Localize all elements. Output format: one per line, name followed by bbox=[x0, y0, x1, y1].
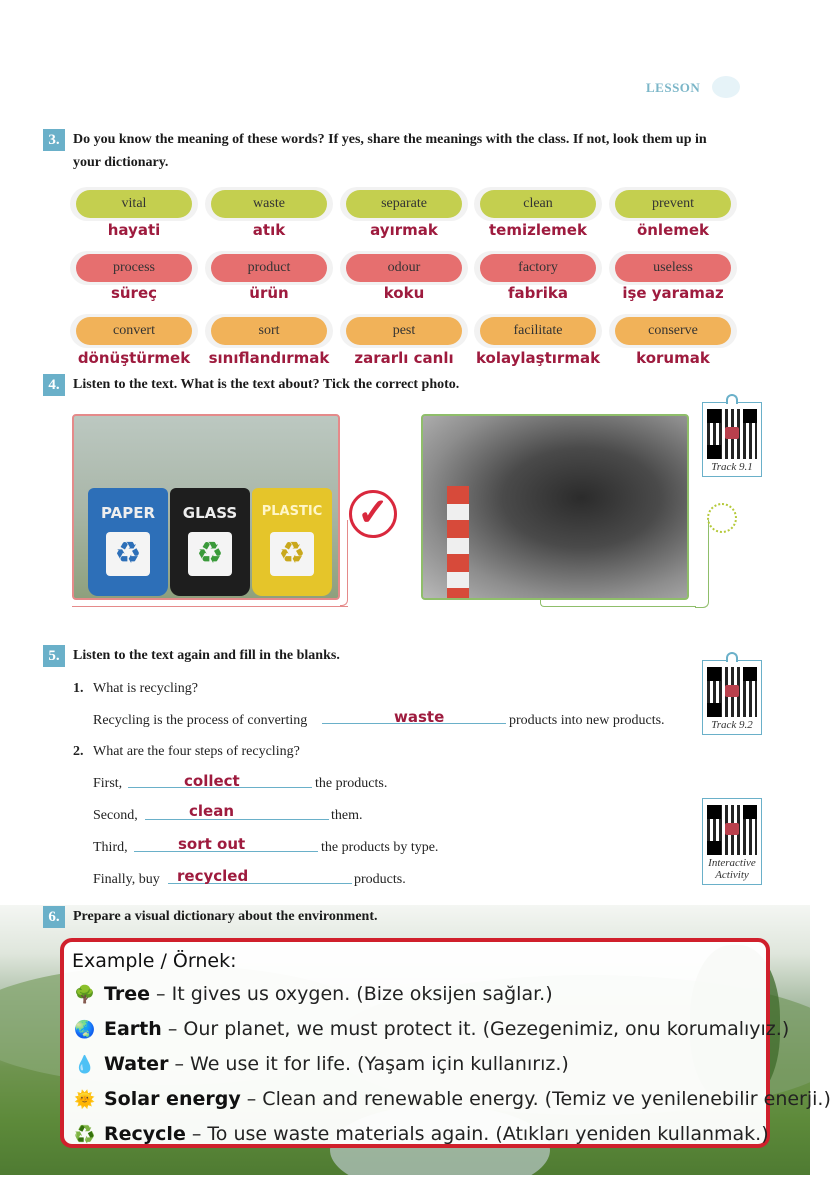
vocab-translation: fabrika bbox=[507, 284, 569, 302]
q6-number: 6. bbox=[43, 906, 65, 928]
example-item-term: Tree bbox=[104, 983, 151, 1005]
qr-track-9-1[interactable] bbox=[702, 402, 762, 477]
recycle-icon: ♻ bbox=[188, 532, 232, 576]
example-item-term: Recycle bbox=[104, 1123, 186, 1145]
photo1-connector-bottom bbox=[72, 599, 348, 607]
vocab-word-chip: convert bbox=[76, 317, 192, 345]
q5-item1-after: products into new products. bbox=[509, 713, 665, 728]
glass-bin-label: GLASS bbox=[182, 504, 238, 522]
vocab-word-chip: facilitate bbox=[480, 317, 596, 345]
track-9-1-label: Track 9.1 bbox=[711, 461, 753, 473]
recycling-bins-photo[interactable] bbox=[72, 414, 340, 600]
example-item-term: Water bbox=[104, 1053, 169, 1075]
example-item-description: – We use it for life. (Yaşam için kullanırız.) bbox=[168, 1053, 569, 1075]
q5-item2-question: 2. What are the four steps of recycling? bbox=[73, 744, 300, 759]
lesson-circle bbox=[712, 76, 740, 98]
step1-answer: collect bbox=[184, 772, 240, 790]
q3-text-line2: your dictionary. bbox=[73, 155, 169, 170]
example-item-icon: 🌏 bbox=[74, 1020, 96, 1040]
vocab-word-chip: pest bbox=[346, 317, 462, 345]
vocab-translation: koku bbox=[383, 284, 425, 302]
vocab-translation: sınıflandırmak bbox=[208, 349, 330, 367]
vocab-translation: atık bbox=[252, 221, 286, 239]
vocab-translation: ürün bbox=[249, 284, 289, 302]
step1-after: the products. bbox=[315, 776, 388, 791]
example-item-term: Earth bbox=[104, 1018, 162, 1040]
q5-item1-before: Recycling is the process of converting bbox=[93, 713, 308, 728]
example-item bbox=[74, 1123, 769, 1145]
q5-text: Listen to the text again and fill in the blanks. bbox=[73, 648, 340, 663]
empty-tick-circle[interactable] bbox=[707, 503, 737, 533]
qr-track-9-2[interactable] bbox=[702, 660, 762, 735]
vocab-word-chip: separate bbox=[346, 190, 462, 218]
step3-before: Third, bbox=[93, 840, 128, 855]
vocab-translation: temizlemek bbox=[489, 221, 587, 239]
vocab-word-chip: vital bbox=[76, 190, 192, 218]
vocab-translation: dönüştürmek bbox=[77, 349, 191, 367]
headphones-icon bbox=[726, 394, 738, 404]
example-item-icon: ♻️ bbox=[74, 1125, 96, 1145]
vocab-word-chip: odour bbox=[346, 254, 462, 282]
track-9-2-label: Track 9.2 bbox=[711, 719, 753, 731]
vocab-word-chip: sort bbox=[211, 317, 327, 345]
q3-number: 3. bbox=[43, 129, 65, 151]
vocab-translation: ayırmak bbox=[370, 221, 438, 239]
vocab-translation: işe yaramaz bbox=[622, 284, 724, 302]
example-item-icon: 💧 bbox=[74, 1055, 96, 1075]
recycle-icon: ♻ bbox=[270, 532, 314, 576]
step4-after: products. bbox=[354, 872, 406, 887]
smokestack-pollution-photo[interactable] bbox=[421, 414, 689, 600]
chimney bbox=[447, 486, 469, 600]
vocab-word-chip: product bbox=[211, 254, 327, 282]
vocab-word-chip: useless bbox=[615, 254, 731, 282]
qr-code-icon bbox=[707, 667, 757, 717]
step2-before: Second, bbox=[93, 808, 138, 823]
paper-bin bbox=[88, 488, 168, 596]
example-item-icon: 🌞 bbox=[74, 1090, 96, 1110]
example-item-description: – To use waste materials again. (Atıkları yeniden kullanmak.) bbox=[185, 1123, 769, 1145]
vocab-translation: zararlı canlı bbox=[354, 349, 454, 367]
vocab-word-chip: conserve bbox=[615, 317, 731, 345]
q5-number: 5. bbox=[43, 645, 65, 667]
qr-code-icon bbox=[707, 409, 757, 459]
example-item bbox=[74, 1018, 789, 1040]
vocab-translation: süreç bbox=[110, 284, 158, 302]
step3-answer: sort out bbox=[178, 835, 246, 853]
step4-before: Finally, buy bbox=[93, 872, 160, 887]
vocab-word-chip: process bbox=[76, 254, 192, 282]
example-box bbox=[60, 938, 831, 1148]
example-item-description: – Our planet, we must protect it. (Gezegenimiz, onu korumalıyız.) bbox=[161, 1018, 790, 1040]
step2-answer: clean bbox=[189, 802, 235, 820]
q3-text-line1: Do you know the meaning of these words? If yes, share the meanings with the class. If not, look them up in bbox=[73, 132, 707, 147]
plastic-bin-label: PLASTIC bbox=[261, 504, 323, 519]
q4-number: 4. bbox=[43, 374, 65, 396]
example-item-description: – It gives us oxygen. (Bize oksijen sağlar.) bbox=[150, 983, 553, 1005]
step4-answer: recycled bbox=[177, 867, 249, 885]
example-item bbox=[74, 1053, 569, 1075]
activity-label: Activity bbox=[715, 869, 749, 881]
vocab-translation: korumak bbox=[636, 349, 710, 367]
step3-after: the products by type. bbox=[321, 840, 439, 855]
interactive-label: Interactive bbox=[708, 857, 756, 869]
example-item bbox=[74, 983, 553, 1005]
example-item-description: – Clean and renewable energy. (Temiz ve yenilenebilir enerji.) bbox=[240, 1088, 831, 1110]
recycle-icon: ♻ bbox=[106, 532, 150, 576]
qr-interactive-activity[interactable] bbox=[702, 798, 762, 885]
lesson-label: LESSON bbox=[646, 80, 701, 95]
vocab-word-chip: clean bbox=[480, 190, 596, 218]
step1-before: First, bbox=[93, 776, 123, 791]
vocab-translation: önlemek bbox=[636, 221, 710, 239]
vocab-translation: hayati bbox=[107, 221, 161, 239]
example-title: Example / Örnek: bbox=[72, 950, 237, 972]
photo2-connector bbox=[540, 599, 696, 607]
tick-checkmark-icon[interactable]: ✓ bbox=[349, 490, 397, 538]
example-item bbox=[74, 1088, 831, 1110]
q5-item1-answer: waste bbox=[394, 708, 445, 726]
step2-blank[interactable] bbox=[145, 804, 329, 820]
headphones-icon bbox=[726, 652, 738, 662]
q5-item1-question: 1. What is recycling? bbox=[73, 681, 198, 696]
glass-bin bbox=[170, 488, 250, 596]
paper-bin-label: PAPER bbox=[100, 504, 156, 522]
q6-text: Prepare a visual dictionary about the environment. bbox=[73, 909, 378, 924]
example-item-icon: 🌳 bbox=[74, 985, 96, 1005]
vocab-translation: kolaylaştırmak bbox=[475, 349, 601, 367]
plastic-bin bbox=[252, 488, 332, 596]
q4-text: Listen to the text. What is the text about? Tick the correct photo. bbox=[73, 377, 460, 392]
example-item-term: Solar energy bbox=[104, 1088, 241, 1110]
vocab-word-chip: factory bbox=[480, 254, 596, 282]
photo2-connector-side bbox=[695, 520, 709, 608]
step2-after: them. bbox=[331, 808, 363, 823]
vocab-word-chip: waste bbox=[211, 190, 327, 218]
photo1-connector bbox=[340, 520, 348, 606]
vocab-word-chip: prevent bbox=[615, 190, 731, 218]
qr-code-icon bbox=[707, 805, 757, 855]
